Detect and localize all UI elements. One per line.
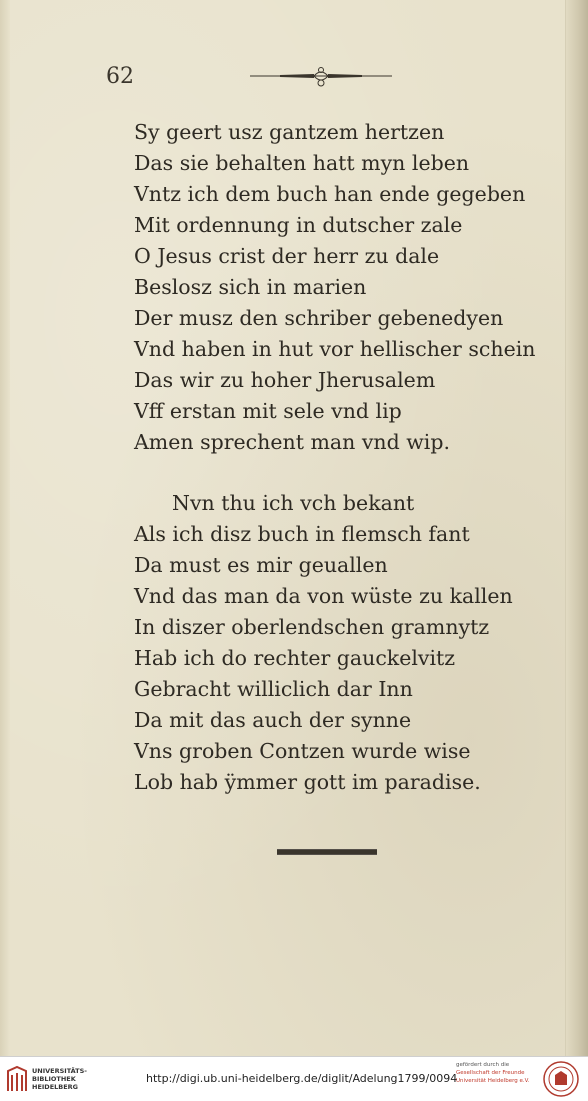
sponsor-credit [456,1061,536,1085]
verse-line: Vnd das man da von wüste zu kallen [134,584,513,608]
verse-line: Der musz den schriber gebenedyen [134,306,504,330]
verse-line: Vns groben Contzen wurde wise [134,739,471,763]
stanza-1 [134,117,564,458]
permalink-url[interactable]: http://digi.ub.uni-heidelberg.de/diglit/Adelung1799/0094 [146,1072,458,1085]
page-right-edge [565,0,588,1056]
library-name [32,1067,87,1091]
stanza-gap [134,458,564,488]
verse-line: Hab ich do rechter gauckelvitz [134,646,456,670]
verse-line: Lob hab ÿmmer gott im paradise. [134,770,481,794]
viewer-footer [0,1056,588,1101]
sponsor-label: gefördert durch die [456,1062,510,1068]
library-name-line: BIBLIOTHEK [32,1075,76,1083]
closing-rule [277,849,377,855]
verse-line: Da must es mir geuallen [134,553,388,577]
library-name-line: UNIVERSITÄTS- [32,1067,87,1075]
verse-line: Beslosz sich in marien [134,275,367,299]
verse-text [134,117,564,798]
verse-line: In diszer oberlendschen gramnytz [134,615,490,639]
stanza-2 [134,488,564,798]
verse-line: Das sie behalten hatt myn leben [134,151,470,175]
verse-line: Amen sprechent man vnd wip. [134,430,450,454]
verse-line: Mit ordennung in dutscher zale [134,213,463,237]
verse-line: Vff erstan mit sele vnd lip [134,399,402,423]
university-seal-icon[interactable] [542,1060,580,1098]
header-ornament [250,66,392,88]
sponsor-org-line: Gesellschaft der Freunde [456,1070,525,1076]
verse-line: Nvn thu ich vch bekant [172,491,415,515]
verse-line: Als ich disz buch in flemsch fant [134,522,470,546]
page-left-edge [0,0,10,1056]
verse-line: Da mit das auch der synne [134,708,412,732]
verse-line: O Jesus crist der herr zu dale [134,244,440,268]
verse-line: Das wir zu hoher Jherusalem [134,368,436,392]
verse-line: Sy geert usz gantzem hertzen [134,120,445,144]
verse-line: Vnd haben in hut vor hellischer schein [134,337,536,361]
sponsor-org-line: Universität Heidelberg e.V. [456,1078,530,1084]
university-library-logo-icon[interactable] [6,1065,28,1093]
verse-line: Vntz ich dem buch han ende gegeben [134,182,526,206]
verse-line: Gebracht williclich dar Inn [134,677,413,701]
page-number: 62 [106,64,134,89]
library-name-line: HEIDELBERG [32,1083,79,1091]
